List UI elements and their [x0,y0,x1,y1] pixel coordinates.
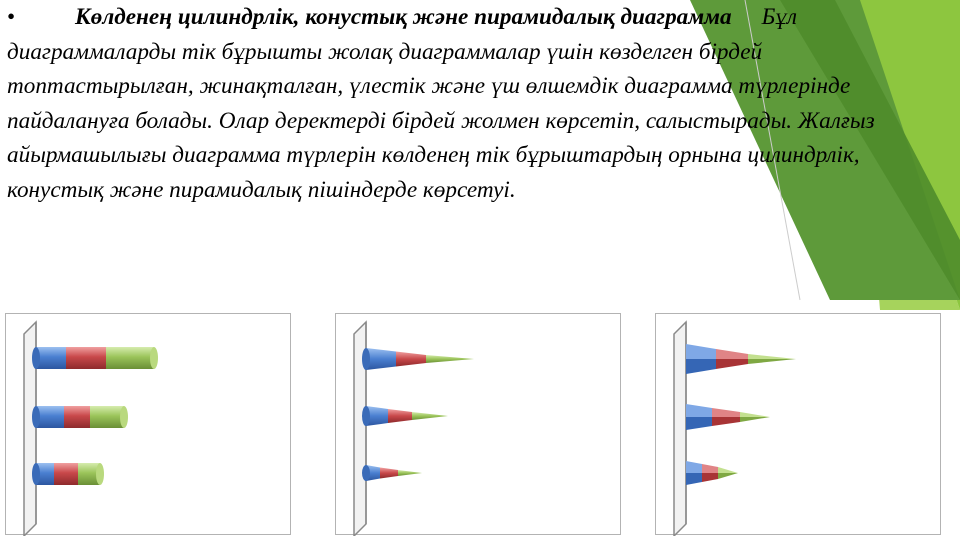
cone-bar-3 [362,465,422,481]
cone-chart-thumbnail [335,313,621,535]
cone-bar-1 [362,348,474,370]
pyramid-bar-1 [686,344,796,374]
pyramid-chart-thumbnail [655,313,941,535]
slide-paragraph: Бұл диаграммаларды тік бұрышты жолақ диаграммалар үшін көзделген бірдей топтастырылған, жинақталған, үлестік және үш өлшемдік диаграмма түрлерінде пайдалануға болады. Олар деректерді бірдей жолмен көрсетіп, салыстырады. Жалғыз айырмашылығы диаграмма түрлерін көлденең тік бұрыштардың орнына цилиндрлік, конустық және пирамидалық пішіндерде көрсетуі. [7,4,875,203]
cylinder-bar-2 [32,406,128,428]
cylinder-bar-1 [32,347,158,369]
slide-body [7,0,912,207]
slide-heading: Көлденең цилиндрлік, конустық және пирамидалық диаграмма [75,4,732,30]
cylinder-bar-3 [32,463,104,485]
cylinder-chart-thumbnail [5,313,291,535]
pyramid-bar-3 [686,461,738,485]
cone-bar-2 [362,406,448,426]
pyramid-bar-2 [686,404,770,430]
bullet-marker: • [7,4,16,30]
